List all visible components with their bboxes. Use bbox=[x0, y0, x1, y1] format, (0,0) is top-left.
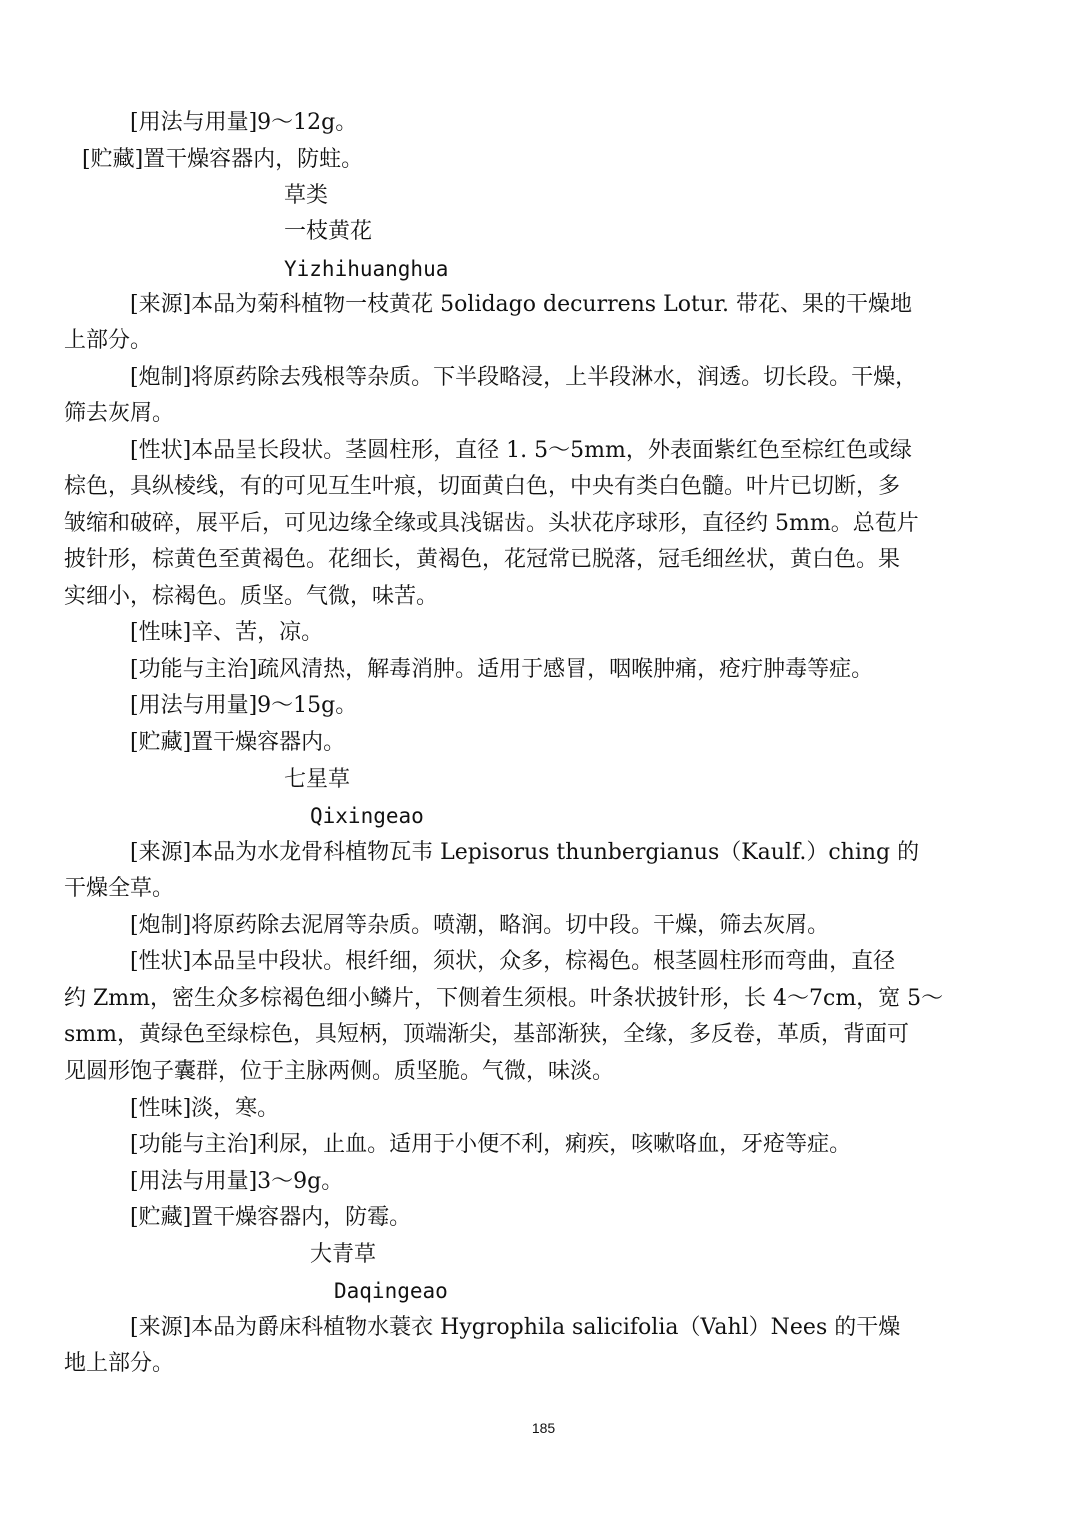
text-line: 皱缩和破碎，展平后，可见边缘全缘或具浅锯齿。头状花序球形，直径约 5mm。总苞片 bbox=[64, 511, 919, 536]
text-line: [贮藏]置干燥容器内，防霉。 bbox=[130, 1205, 412, 1230]
text-line: [性状]本品呈长段状。茎圆柱形，直径 1. 5～5mm，外表面紫红色至棕红色或绿 bbox=[130, 438, 912, 463]
text-line: 筛去灰屑。 bbox=[64, 401, 175, 426]
text-line: smm，黄绿色至绿棕色，具短柄，顶端渐尖，基部渐狭，全缘，多反卷，革质，背面可 bbox=[64, 1022, 910, 1047]
text-line: [来源]本品为爵床科植物水蓑衣 Hygrophila salicifolia（Vahl）Nees 的干燥 bbox=[130, 1315, 901, 1340]
text-line: 约 Zmm，密生众多棕褐色细小鳞片，下侧着生须根。叶条状披针形，长 4～7cm，宽 5～ bbox=[64, 986, 944, 1011]
text-line: [用法与用量]9～15g。 bbox=[130, 693, 358, 718]
text-line: [用法与用量]3～9g。 bbox=[130, 1169, 344, 1194]
entry-title: 一枝黄花 bbox=[284, 219, 373, 244]
text-line: [性状]本品呈中段状。根纤细，须状，众多，棕褐色。根茎圆柱形而弯曲，直径 bbox=[130, 949, 896, 974]
text-line: [贮藏]置干燥容器内，防蛀。 bbox=[82, 147, 364, 172]
text-line: [功能与主治]疏风清热，解毒消肿。适用于感冒，咽喉肿痛，疮疔肿毒等症。 bbox=[130, 657, 874, 682]
text-line: [用法与用量]9～12g。 bbox=[130, 110, 358, 135]
text-line: [贮藏]置干燥容器内。 bbox=[130, 730, 346, 755]
text-line: [性味]辛、苦，凉。 bbox=[130, 620, 324, 645]
text-line: [来源]本品为菊科植物一枝黄花 5olidago decurrens Lotur. 带花、果的干燥地 bbox=[130, 292, 913, 317]
text-line: 实细小，棕褐色。质坚。气微，味苦。 bbox=[64, 584, 439, 609]
section-heading: 草类 bbox=[284, 183, 329, 208]
entry-title: 七星草 bbox=[284, 767, 351, 792]
text-line: 披针形，棕黄色至黄褐色。花细长，黄褐色，花冠常已脱落，冠毛细丝状，黄白色。果 bbox=[64, 547, 901, 572]
entry-pinyin: Yizhihuanghua bbox=[284, 257, 449, 281]
text-line: [炮制]将原药除去残根等杂质。下半段略浸，上半段淋水，润透。切长段。干燥， bbox=[130, 365, 918, 390]
text-line: 干燥全草。 bbox=[64, 876, 175, 901]
text-line: [炮制]将原药除去泥屑等杂质。喷潮，略润。切中段。干燥，筛去灰屑。 bbox=[130, 913, 830, 938]
entry-title: 大青草 bbox=[310, 1242, 377, 1267]
text-line: 地上部分。 bbox=[64, 1351, 175, 1376]
entry-pinyin: Daqingeao bbox=[334, 1279, 448, 1303]
entry-pinyin: Qixingeao bbox=[310, 804, 424, 828]
text-line: [功能与主治]利尿，止血。适用于小便不利，痢疾，咳嗽咯血，牙疮等症。 bbox=[130, 1132, 852, 1157]
text-line: [来源]本品为水龙骨科植物瓦韦 Lepisorus thunbergianus（Kaulf.）ching 的 bbox=[130, 840, 920, 865]
text-line: 见圆形饱子囊群，位于主脉两侧。质坚脆。气微，味淡。 bbox=[64, 1059, 615, 1084]
page-number: 185 bbox=[531, 1420, 556, 1436]
text-line: 棕色，具纵棱线，有的可见互生叶痕，切面黄白色，中央有类白色髓。叶片已切断，多 bbox=[64, 474, 901, 499]
text-line: [性味]淡，寒。 bbox=[130, 1096, 280, 1121]
text-line: 上部分。 bbox=[64, 328, 153, 353]
